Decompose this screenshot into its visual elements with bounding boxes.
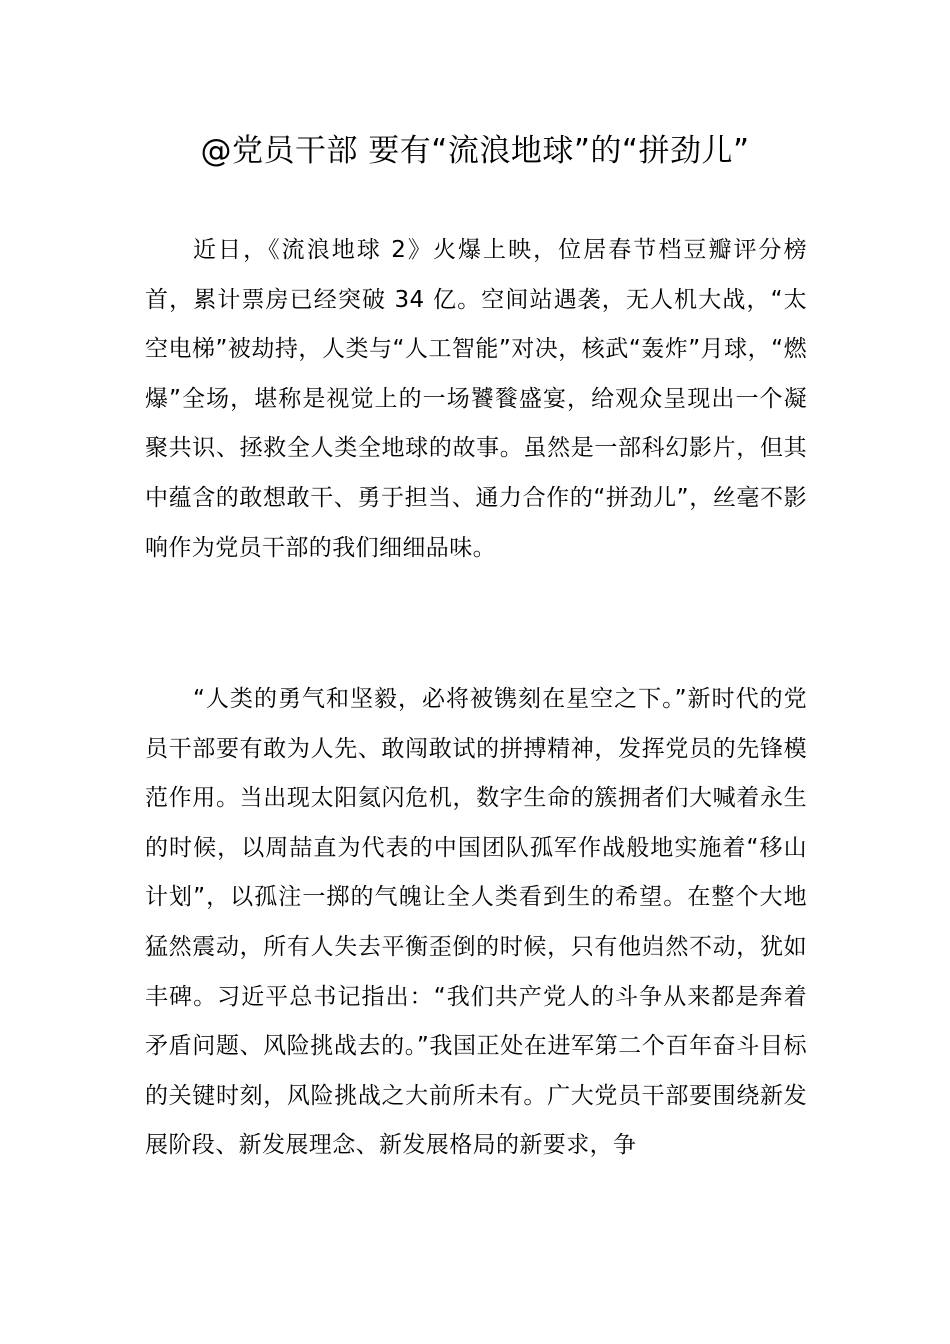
- paragraph-1: 近日，《流浪地球 2》火爆上映，位居春节档豆瓣评分榜首，累计票房已经突破 34 亿。空间站遇袭，无人机大战，“太空电梯”被劫持，人类与“人工智能”对决，核武“轰炸”月球，“燃爆”全场，堪称是视觉上的一场饕餮盛宴，给观众呈现出一个凝聚共识、拯救全人类全地球的故事。虽然是一部科幻影片，但其中蕴含的敢想敢干、勇于担当、通力合作的“拼劲儿”，丝毫不影响作为党员干部的我们细细品味。: [145, 237, 807, 561]
- document-title: @党员干部 要有“流浪地球”的“拼劲儿”: [200, 133, 750, 169]
- paragraph-2: “人类的勇气和坚毅，必将被镌刻在星空之下。”新时代的党员干部要有敢为人先、敢闯敢试的拼搏精神，发挥党员的先锋模范作用。当出现太阳氦闪危机，数字生命的簇拥者们大喊着永生的时候，以周喆直为代表的中国团队孤军作战般地实施着“移山计划”，以孤注一掷的气魄让全人类看到生的希望。在整个大地猛然震动，所有人失去平衡歪倒的时候，只有他岿然不动，犹如丰碑。习近平总书记指出：“我们共产党人的斗争从来都是奔着矛盾问题、风险挑战去的。”我国正处在进军第二个百年奋斗目标的关键时刻，风险挑战之大前所未有。广大党员干部要围绕新发展阶段、新发展理念、新发展格局的新要求，争: [145, 686, 807, 1159]
